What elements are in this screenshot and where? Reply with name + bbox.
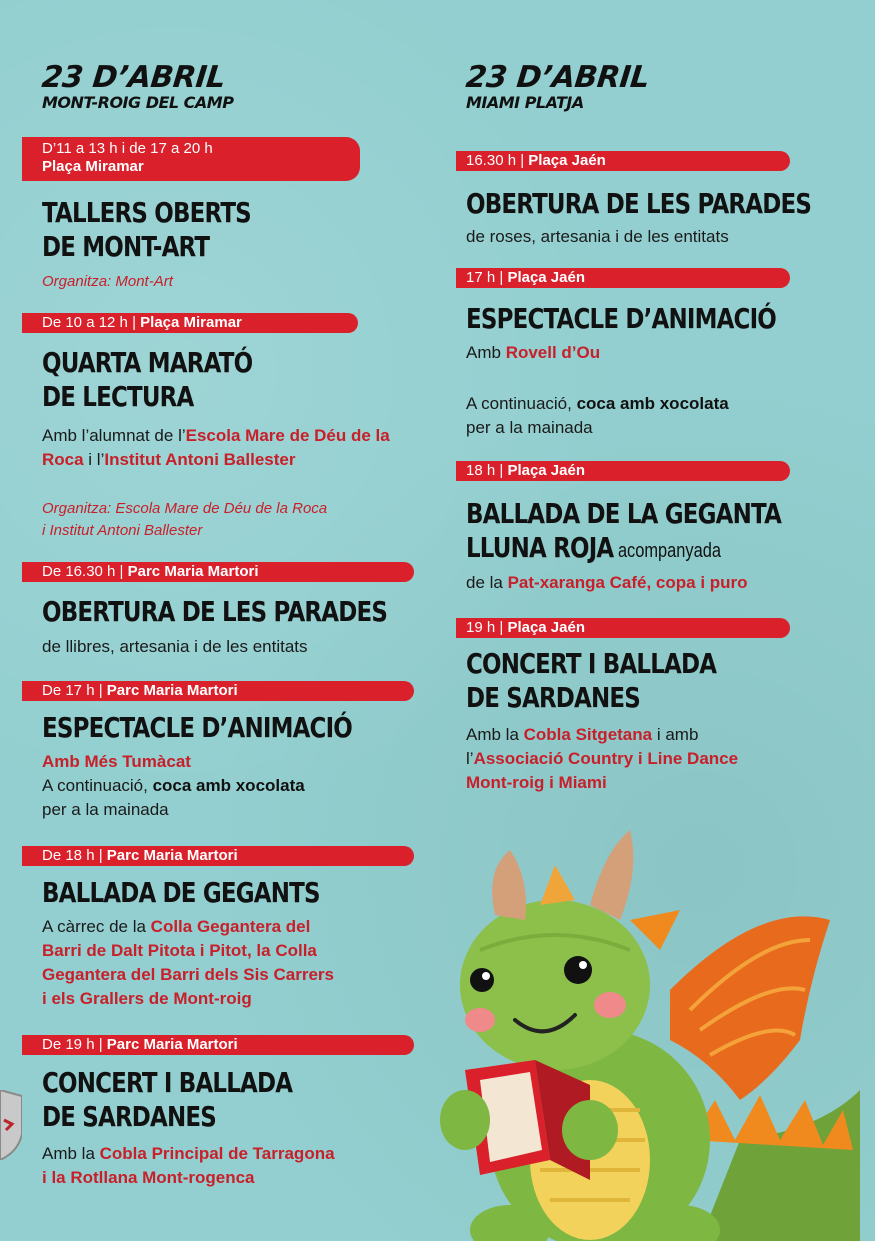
event-location: Plaça Jaén <box>507 269 585 286</box>
event-location: Plaça Miramar <box>140 314 242 331</box>
time-bar: 18 h | Plaça Jaén <box>456 461 790 481</box>
event-description: A càrrec de la Colla Gegantera del Barri de Dalt Pitota i Pitot, la Colla Gegantera del Barri dels Sis Carrers i els Grallers de Mont-roig <box>42 917 334 1008</box>
event-description: Amb la Cobla Principal de Tarragona i la Rotllana Mont-rogenca <box>42 1144 335 1187</box>
left-place: MONT-ROIG DEL CAMP <box>42 93 234 112</box>
time-bar: De 17 h | Parc Maria Martori <box>22 681 414 701</box>
time-bar: De 10 a 12 h | Plaça Miramar <box>22 313 358 333</box>
event-location: Parc Maria Martori <box>106 682 238 699</box>
event-time: De 10 a 12 h <box>42 314 133 331</box>
event-description: de roses, artesania i de les entitats <box>466 227 729 246</box>
event-title: QUARTA MARATÓ DE LECTURA <box>42 346 253 413</box>
event-location: Plaça Jaén <box>507 462 585 479</box>
crochet-dragon-reading-book-icon <box>440 810 860 1241</box>
event-location: Parc Maria Martori <box>106 847 238 864</box>
event-time: 18 h <box>466 462 496 479</box>
time-bar: De 16.30 h | Parc Maria Martori <box>22 562 414 582</box>
event-time: 17 h <box>466 269 496 286</box>
event-time: De 16.30 h <box>42 563 116 580</box>
time-bar: 17 h | Plaça Jaén <box>456 268 790 288</box>
event-time: 19 h <box>466 619 496 636</box>
event-title: CONCERT I BALLADA DE SARDANES <box>42 1066 293 1133</box>
event-title: TALLERS OBERTS DE MONT-ART <box>42 196 251 263</box>
time-bar: 19 h | Plaça Jaén <box>456 618 790 638</box>
right-header <box>466 62 649 112</box>
event-title: BALLADA DE GEGANTS <box>42 876 320 909</box>
event-title: OBERTURA DE LES PARADES <box>466 187 812 220</box>
event-description: Amb Rovell d’Ou <box>466 343 601 362</box>
event-description: Amb la Cobla Sitgetana i amb l’Associació Country i Line Dance Mont-roig i Miami <box>466 725 739 792</box>
left-header <box>42 62 233 112</box>
event-description: de llibres, artesania i de les entitats <box>42 637 308 656</box>
event-title: BALLADA DE LA GEGANTA LLUNA ROJA acompanyada <box>466 497 782 564</box>
event-organizer: Organitza: Mont-Art <box>42 273 173 290</box>
event-title: ESPECTACLE D’ANIMACIÓ <box>42 711 353 744</box>
time-bar: 16.30 h | Plaça Jaén <box>456 151 790 171</box>
event-description: Amb Més Tumàcat A continuació, coca amb xocolata per a la mainada <box>42 752 305 819</box>
event-time: De 19 h <box>42 1036 95 1053</box>
event-location: Plaça Jaén <box>528 152 606 169</box>
time-bar <box>22 137 360 181</box>
right-date: 23 D’ABRIL <box>464 60 651 95</box>
left-date: 23 D’ABRIL <box>40 60 227 95</box>
event-time: De 17 h <box>42 682 95 699</box>
event-time: De 18 h <box>42 847 95 864</box>
event-description-2: A continuació, coca amb xocolata per a la mainada <box>466 394 729 437</box>
right-place: MIAMI PLATJA <box>466 93 584 112</box>
event-organizer: Organitza: Escola Mare de Déu de la Roca i Institut Antoni Ballester <box>42 500 328 539</box>
time-bar: De 18 h | Parc Maria Martori <box>22 846 414 866</box>
event-description: Amb l’alumnat de l’Escola Mare de Déu de la Roca i l’Institut Antoni Ballester <box>42 426 390 469</box>
event-location: Parc Maria Martori <box>127 563 259 580</box>
event-time: 16.30 h <box>466 152 517 169</box>
shield-icon <box>0 1090 22 1160</box>
time-bar: De 19 h | Parc Maria Martori <box>22 1035 414 1055</box>
event-location: Plaça Jaén <box>507 619 585 636</box>
event-location: Parc Maria Martori <box>106 1036 238 1053</box>
event-description: de la Pat-xaranga Café, copa i puro <box>466 573 748 592</box>
event-title: OBERTURA DE LES PARADES <box>42 595 388 628</box>
event-title: ESPECTACLE D’ANIMACIÓ <box>466 302 777 335</box>
event-title: CONCERT I BALLADA DE SARDANES <box>466 647 717 714</box>
event-time: D’11 a 13 h i de 17 a 20 h <box>42 140 213 157</box>
event-location: Plaça Miramar <box>42 158 144 175</box>
